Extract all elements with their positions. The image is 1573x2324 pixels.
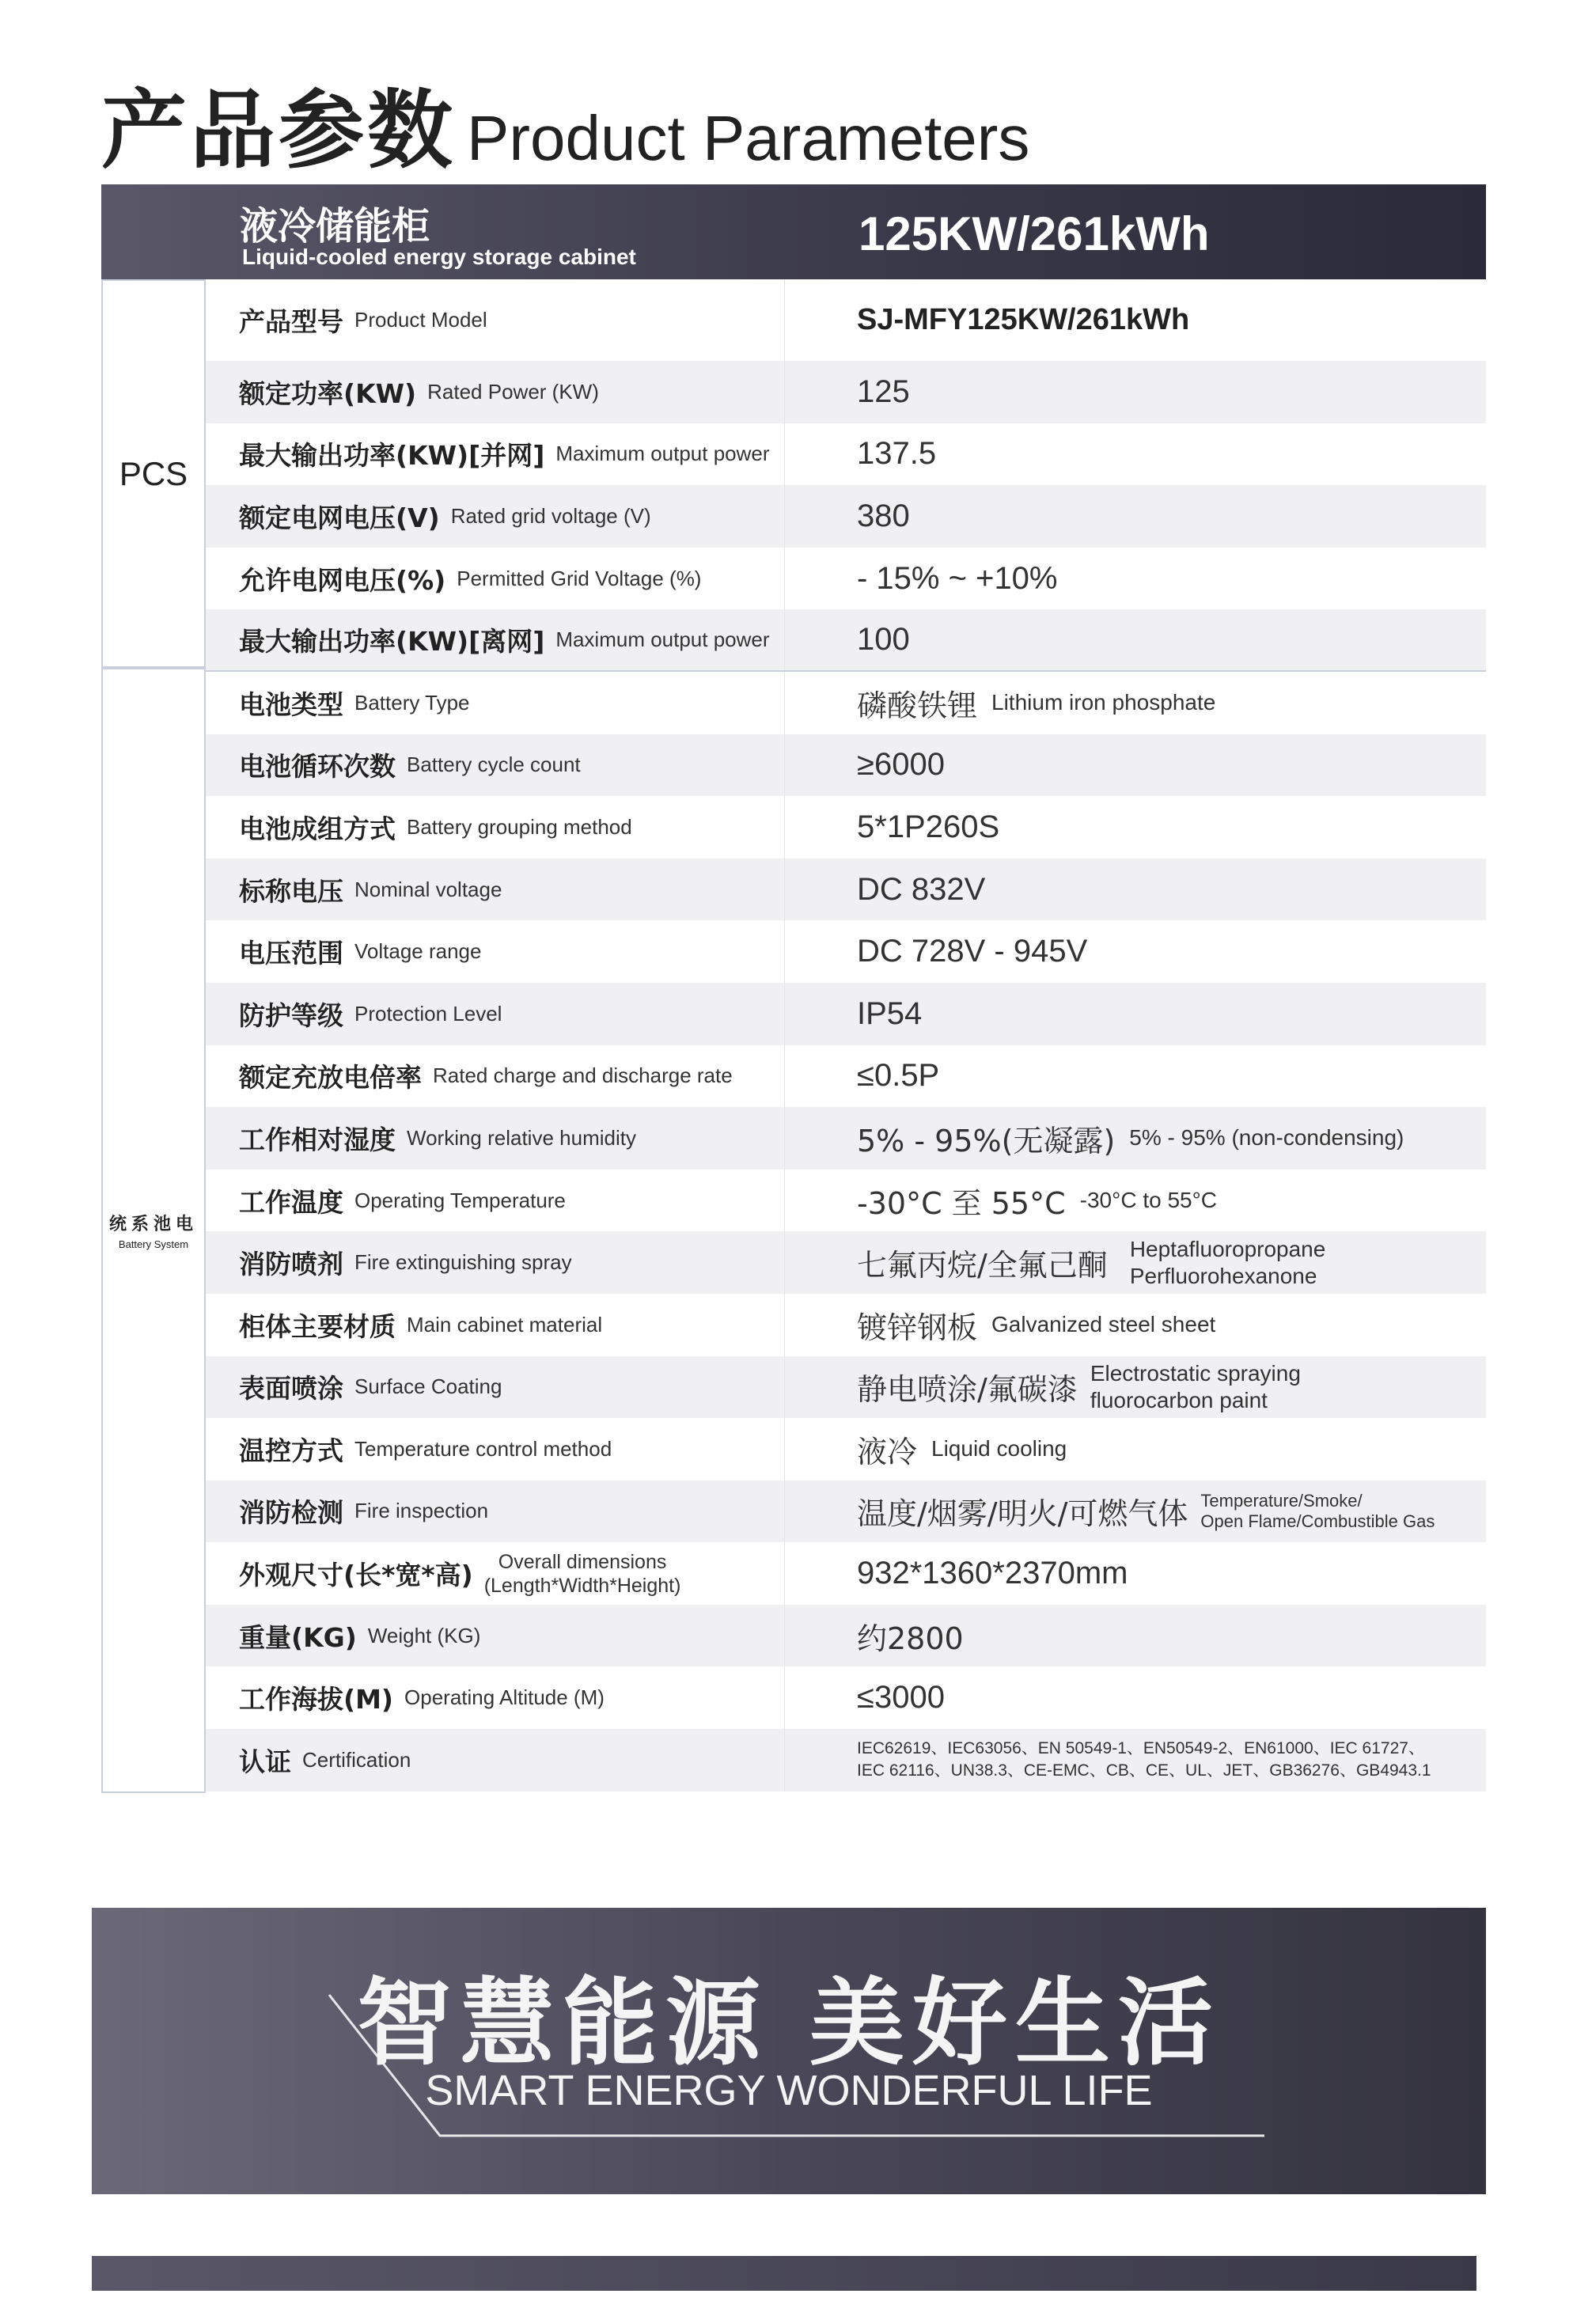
row-value-en: Lithium iron phosphate [991,690,1216,715]
row-label-zh: 消防喷剂 [239,1249,343,1280]
table-row [206,859,1486,921]
table-row [206,1418,1486,1480]
row-value-zh: 液冷 [857,1434,918,1469]
row-label-en: Weight (KG) [367,1623,481,1647]
row-label-en: Maximum output power [555,442,770,466]
product-name-en: Liquid-cooled energy storage cabinet [242,245,636,269]
row-label-zh: 电压范围 [239,938,343,969]
row-label-en: Maximum output power [555,627,770,652]
table-row [206,1666,1486,1729]
row-label [239,1480,488,1543]
table-row [206,361,1486,423]
row-label [239,859,502,921]
group-pcs-label: PCS [119,454,188,492]
row-value [857,1356,1301,1419]
group-battery [101,668,206,1793]
row-value-zh: 七氟丙烷/全氟己酮 [857,1248,1108,1283]
column-divider [784,1294,785,1356]
row-label-en: Operating Altitude (M) [404,1685,605,1710]
row-label-zh: 产品型号 [239,306,343,337]
row-label-zh: 电池成组方式 [239,813,396,844]
table-row [206,1356,1486,1419]
column-divider [784,609,785,670]
row-value-en: 5% - 95% (non-condensing) [1129,1125,1404,1151]
row-label [239,1542,680,1605]
row-label-zh: 允许电网电压(%) [239,564,446,596]
table-row [206,983,1486,1045]
column-divider [784,734,785,797]
row-label-zh: 表面喷涂 [239,1373,343,1405]
row-label-en: Temperature control method [354,1436,612,1461]
row-value-text: SJ-MFY125KW/261kWh [857,303,1190,336]
column-divider [784,920,785,983]
product-name-zh: 液冷储能柜 [240,204,430,248]
table-row [206,1231,1486,1294]
column-divider [784,361,785,423]
row-value [857,423,936,486]
column-divider [784,1231,785,1294]
row-label-en-line1: Overall dimensions [498,1550,667,1573]
row-label [239,361,599,423]
row-value-text: ≥6000 [857,747,945,783]
row-label [239,1666,605,1729]
row-value [857,361,910,423]
row-label [239,609,770,670]
row-label-en: Rated grid voltage (V) [450,503,651,528]
row-label-en: Rated charge and discharge rate [433,1063,733,1088]
row-value [857,734,945,797]
row-label [239,796,632,859]
row-label-zh: 额定电网电压(V) [239,502,440,533]
row-value-en: Liquid cooling [931,1436,1067,1462]
row-label-zh: 最大输出功率(KW)[并网] [239,440,545,472]
row-label [239,1418,612,1480]
row-value-zh: 静电喷涂/氟碳漆 [857,1372,1078,1408]
row-label [239,920,481,983]
table-row [206,1107,1486,1170]
column-divider [784,796,785,859]
row-label-zh: 工作海拔(M) [239,1684,394,1716]
row-value-text: 125 [857,373,910,409]
row-value [857,1045,939,1108]
table-row [206,1294,1486,1356]
row-value [857,1666,945,1729]
parameter-table [206,279,1486,1791]
row-label-en: Fire extinguishing spray [354,1250,572,1275]
row-value-text: 380 [857,498,910,533]
row-label-en: Main cabinet material [407,1312,603,1336]
page-title-en: Product Parameters [467,103,1030,173]
table-header [101,184,1486,279]
row-label-en: Working relative humidity [407,1125,636,1150]
table-row [206,672,1486,734]
row-label-zh: 工作温度 [239,1186,343,1218]
slogan-en: SMART ENERGY WONDERFUL LIFE [425,2067,1153,2114]
row-value [857,672,1215,734]
row-value [857,1418,1067,1480]
row-label-en: Voltage range [354,939,482,964]
group-battery-label-zh: 统系池电 [108,1215,198,1234]
row-label-en: Battery Type [354,690,470,715]
row-value-en [1090,1360,1301,1414]
row-value-en-line2: Open Flame/Combustible Gas [1200,1511,1435,1531]
row-value-en-line2: fluorocarbon paint [1090,1387,1268,1412]
column-divider [784,859,785,921]
page-title-zh: 产品参数 [101,82,457,180]
table-row [206,920,1486,983]
row-label-en: Battery cycle count [407,753,581,777]
table-row [206,609,1486,672]
row-value-text: ≤3000 [857,1680,945,1716]
row-label [239,1356,502,1419]
row-value [857,859,985,921]
row-value [857,279,1189,361]
row-value-text: 100 [857,622,910,658]
row-value-en-line1: Electrostatic spraying [1090,1360,1301,1386]
certification-line2: IEC 62116、UN38.3、CE-EMC、CB、CE、UL、JET、GB36276、GB4943.1 [857,1761,1431,1780]
row-label-en: Rated Power (KW) [427,379,599,404]
row-value-text: 约2800 [857,1621,964,1656]
row-label [239,1045,733,1108]
row-value [857,1542,1128,1605]
row-value [857,1480,1435,1543]
row-value [857,1170,1217,1232]
row-value-text: 137.5 [857,436,937,472]
row-value [857,485,910,548]
page-title [101,62,1029,180]
row-value [857,920,1087,983]
row-label-zh: 额定充放电倍率 [239,1062,422,1094]
row-label-zh: 外观尺寸(长*宽*高) [239,1560,473,1591]
table-row [206,1542,1486,1605]
column-divider [784,672,785,734]
row-label-zh: 电池类型 [239,688,343,720]
row-label-zh: 柜体主要材质 [239,1310,396,1342]
row-value-zh: -30°C 至 55°C [857,1185,1066,1221]
row-label-en: Battery grouping method [407,814,632,839]
row-label [239,983,502,1045]
row-label [239,1605,480,1667]
row-value [857,983,922,1045]
row-value [857,1231,1325,1294]
row-label [239,734,581,797]
table-row [206,734,1486,797]
row-value-en-line1: Temperature/Smoke/ [1200,1490,1363,1511]
row-label-zh: 工作相对湿度 [239,1124,396,1155]
column-divider [784,1729,785,1791]
table-row [206,279,1486,361]
row-label-en: Certification [302,1747,411,1772]
row-label-zh: 消防检测 [239,1497,343,1529]
row-label [239,423,770,486]
slogan-zh: 智慧能源 美好生活 [357,1969,1221,2079]
column-divider [784,1542,785,1605]
row-label-en: Product Model [354,308,487,332]
row-value [857,1294,1215,1356]
row-value-text: ≤0.5P [857,1058,940,1094]
row-value-en-line1: Heptafluoropropane [1129,1236,1326,1261]
row-value-zh: 镀锌钢板 [857,1310,978,1345]
row-value-en: -30°C to 55°C [1079,1188,1218,1213]
row-value-text: IP54 [857,995,923,1031]
column-divider [784,423,785,486]
column-divider [784,1605,785,1667]
row-value-en [1200,1491,1435,1532]
row-label-en: Protection Level [354,1001,502,1026]
table-row [206,423,1486,486]
row-label-zh: 额定功率(KW) [239,377,417,409]
row-label [239,279,487,361]
row-value-text: - 15% ~ +10% [857,560,1058,596]
row-value [857,548,1058,610]
row-value-en-line2: Perfluorohexanone [1129,1263,1317,1288]
table-row [206,796,1486,859]
row-value [857,1605,964,1667]
row-label-en: Fire inspection [354,1499,489,1523]
column-divider [784,1356,785,1419]
row-label [239,1729,411,1791]
row-label-en: Permitted Grid Voltage (%) [457,566,702,590]
row-label-en-line2: (Length*Width*Height) [483,1574,681,1597]
column-divider [784,279,785,361]
row-label-en: Surface Coating [354,1374,502,1399]
row-label [239,485,651,548]
product-capacity: 125KW/261kWh [859,207,1210,260]
table-row [206,1605,1486,1667]
row-value [857,796,999,859]
table-row [206,1170,1486,1232]
row-value [857,1729,1474,1791]
table-row [206,485,1486,548]
table-row [206,1045,1486,1108]
row-label-zh: 重量(KG) [239,1621,357,1653]
certification-list [857,1738,1474,1782]
row-label-zh: 防护等级 [239,999,343,1031]
table-row [206,548,1486,610]
row-label-zh: 电池循环次数 [239,751,396,783]
slogan-banner [92,1908,1486,2194]
row-label [239,1107,636,1170]
column-divider [784,1170,785,1232]
row-value-en [1130,1236,1326,1290]
row-value [857,1107,1404,1170]
group-pcs [101,279,206,668]
column-divider [784,1480,785,1543]
row-value-zh: 温度/烟雾/明火/可燃气体 [857,1496,1188,1532]
row-label-zh: 温控方式 [239,1435,343,1466]
row-label [239,1294,602,1356]
row-label [239,672,470,734]
column-divider [784,1418,785,1480]
row-label-zh: 标称电压 [239,875,343,907]
column-divider [784,1107,785,1170]
certification-line1: IEC62619、IEC63056、EN 50549-1、EN50549-2、EN61000、IEC 61727、 [857,1739,1425,1758]
table-row [206,1480,1486,1543]
row-value [857,609,910,670]
column-divider [784,1666,785,1729]
row-label [239,1170,566,1232]
group-battery-label-en: Battery System [118,1238,189,1250]
table-row [206,1729,1486,1791]
footer-bar [92,2256,1476,2291]
row-value-en: Galvanized steel sheet [991,1312,1216,1337]
row-label-zh: 认证 [239,1746,291,1777]
row-value-zh: 5% - 95%(无凝露) [857,1123,1116,1158]
column-divider [784,983,785,1045]
column-divider [784,1045,785,1108]
row-label [239,1231,572,1294]
row-label-en: Operating Temperature [354,1188,566,1212]
row-label-en: Nominal voltage [354,877,502,901]
row-value-text: DC 728V - 945V [857,934,1088,969]
row-value-text: 932*1360*2370mm [857,1556,1128,1591]
row-label-en [484,1550,681,1598]
row-value-text: DC 832V [857,871,986,907]
row-label [239,548,701,610]
column-divider [784,485,785,548]
row-value-zh: 磷酸铁锂 [857,688,978,723]
column-divider [784,548,785,610]
row-label-zh: 最大输出功率(KW)[离网] [239,626,545,658]
row-value-text: 5*1P260S [857,809,1000,844]
